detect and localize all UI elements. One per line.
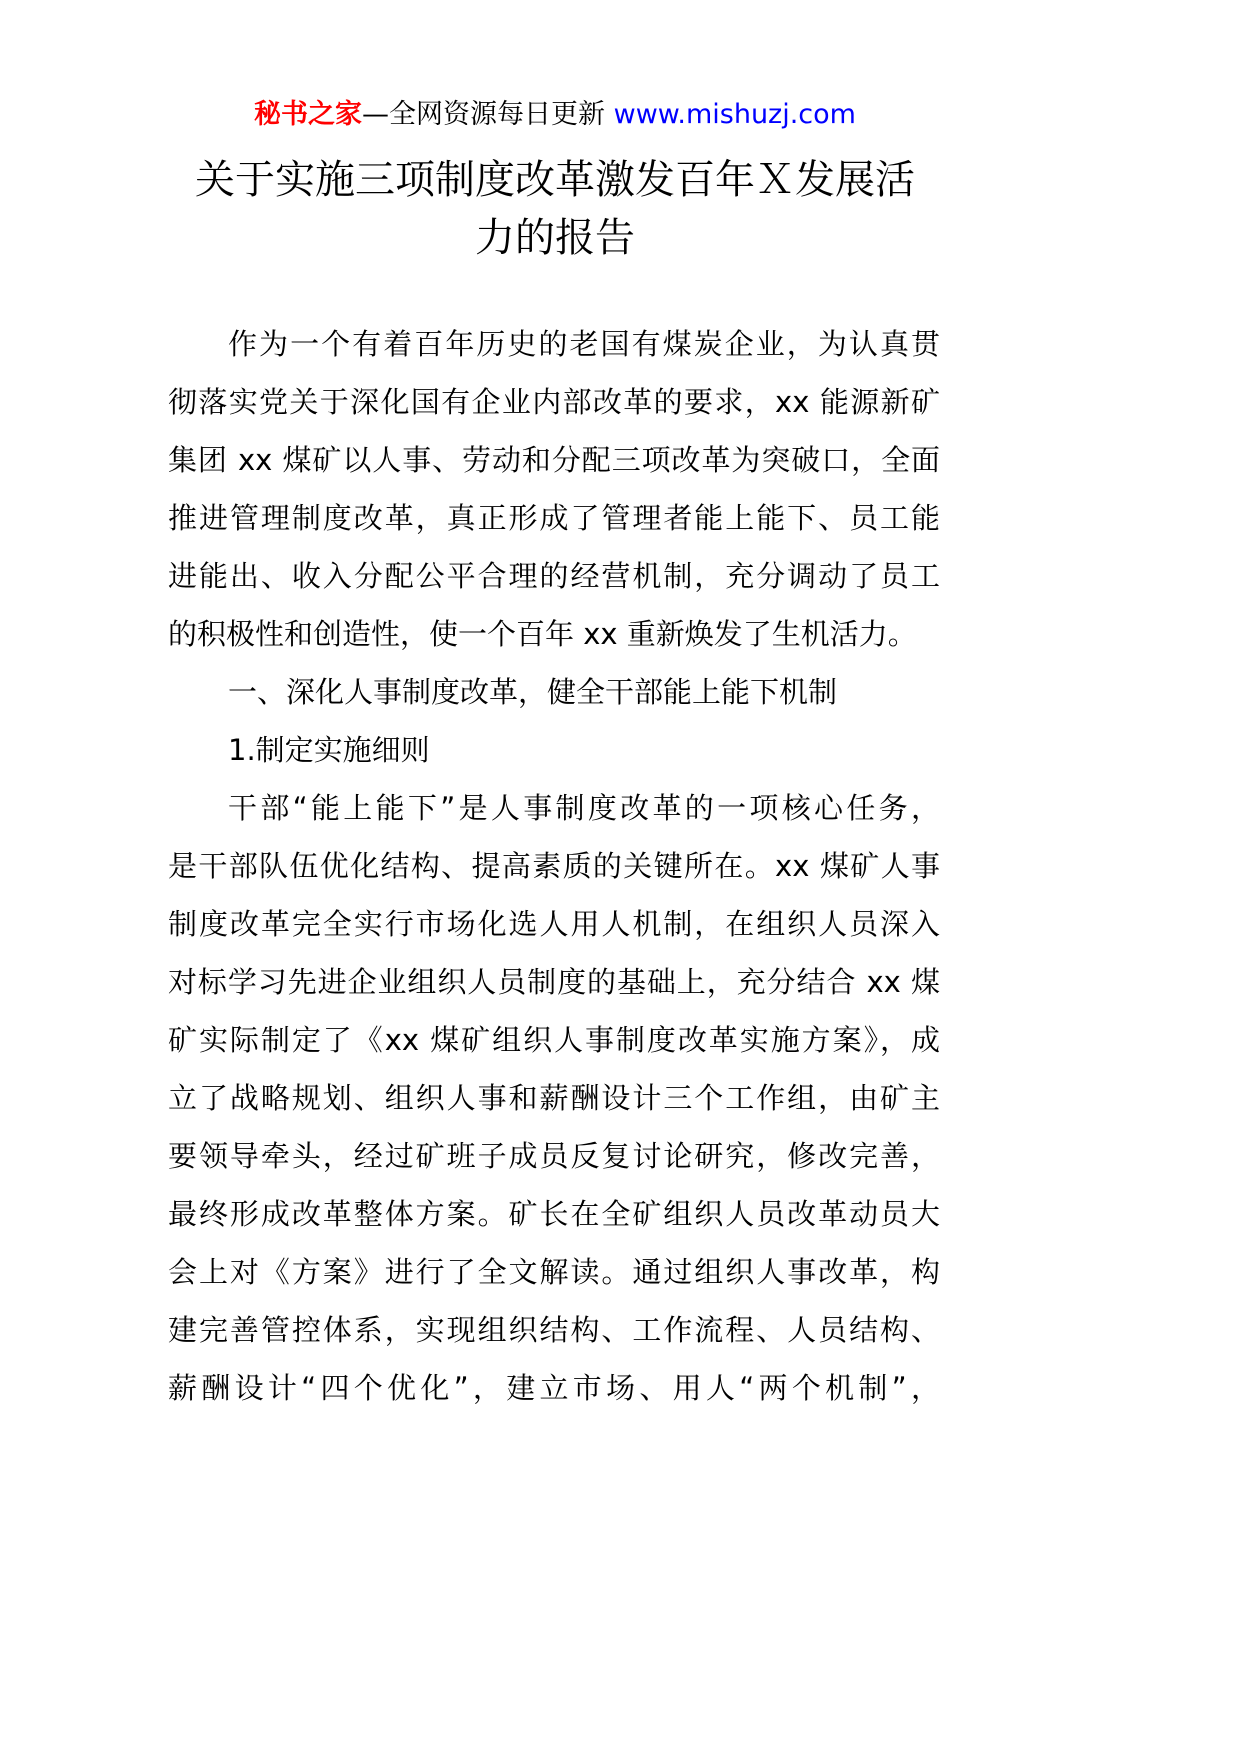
paragraph-line: 建完善管控体系，实现组织结构、工作流程、人员结构、 (168, 1313, 940, 1347)
tagline: —全网资源每日更新 (362, 99, 614, 130)
paragraph-line: 进能出、收入分配公平合理的经营机制，充分调动了员工 (168, 559, 940, 593)
site-url[interactable]: www.mishuzj.com (613, 99, 856, 130)
paragraph-line: 制度改革完全实行市场化选人用人机制，在组织人员深入 (168, 907, 940, 941)
paragraph-line: 要领导牵头，经过矿班子成员反复讨论研究，修改完善， (168, 1139, 940, 1173)
paragraph-line: 立了战略规划、组织人事和薪酬设计三个工作组，由矿主 (168, 1081, 940, 1115)
site-header (0, 92, 1110, 131)
brand-name: 秘书之家 (254, 99, 363, 130)
document-title-line-1: 关于实施三项制度改革激发百年Ｘ发展活 (195, 157, 915, 203)
paragraph-line: 干部“能上能下”是人事制度改革的一项核心任务， (228, 791, 940, 825)
paragraph-line: 集团 xx 煤矿以人事、劳动和分配三项改革为突破口，全面 (168, 443, 940, 477)
paragraph-line: 最终形成改革整体方案。矿长在全矿组织人员改革动员大 (168, 1197, 940, 1231)
paragraph-line: 是干部队伍优化结构、提高素质的关键所在。xx 煤矿人事 (168, 849, 940, 883)
paragraph-line: 对标学习先进企业组织人员制度的基础上，充分结合 xx 煤 (168, 965, 940, 999)
paragraph-line: 薪酬设计“四个优化”，建立市场、用人“两个机制”， (168, 1371, 940, 1405)
paragraph-line: 推进管理制度改革，真正形成了管理者能上能下、员工能 (168, 501, 940, 535)
section-heading: 一、深化人事制度改革，健全干部能上能下机制 (228, 675, 838, 709)
paragraph-line: 作为一个有着百年历史的老国有煤炭企业，为认真贯 (228, 327, 940, 361)
paragraph-line: 的积极性和创造性，使一个百年 xx 重新焕发了生机活力。 (168, 617, 917, 651)
subsection-heading: 1.制定实施细则 (228, 733, 430, 767)
paragraph-line: 会上对《方案》进行了全文解读。通过组织人事改革，构 (168, 1255, 940, 1289)
paragraph-line: 矿实际制定了《xx 煤矿组织人事制度改革实施方案》，成 (168, 1023, 940, 1057)
paragraph-line: 彻落实党关于深化国有企业内部改革的要求，xx 能源新矿 (168, 385, 940, 419)
document-title-line-2: 力的报告 (475, 215, 635, 261)
